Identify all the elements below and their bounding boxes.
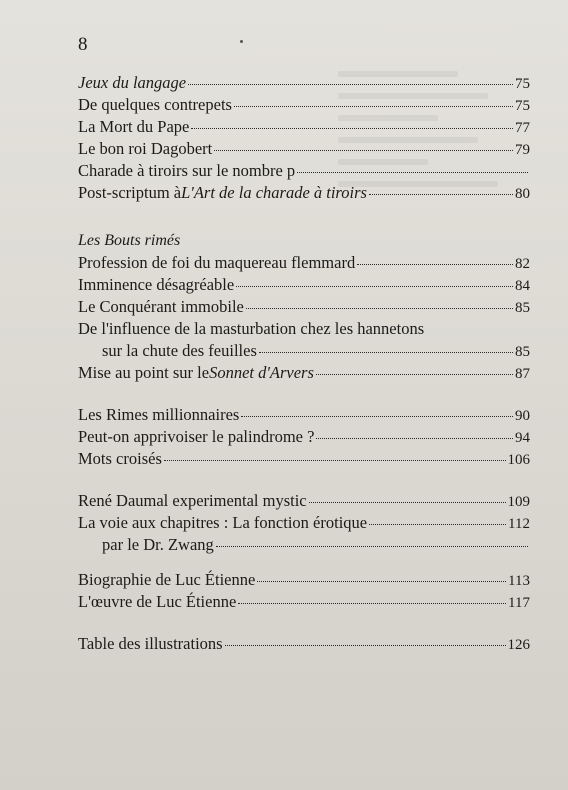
entry-title: par le Dr. Zwang <box>102 535 214 554</box>
toc-entry[interactable] <box>78 160 530 182</box>
entry-title: Les Rimes millionnaires <box>78 405 240 424</box>
toc-entry[interactable] <box>78 296 530 318</box>
toc-entry[interactable] <box>78 94 530 116</box>
dot-leader <box>191 127 513 129</box>
page-ref: 112 <box>508 516 530 532</box>
entry-title: Le bon roi Dagobert <box>78 139 213 158</box>
toc-entry[interactable] <box>78 252 530 274</box>
dot-leader <box>164 459 506 461</box>
page-ref: 79 <box>515 142 530 158</box>
page-ref: 85 <box>515 300 530 316</box>
entry-title: La Mort du Pape <box>78 117 190 136</box>
entry-title: René Daumal experimental mystic <box>78 491 307 510</box>
dot-leader <box>241 415 513 417</box>
toc-entry-continuation[interactable] <box>78 340 530 362</box>
page-ref: 90 <box>515 408 530 424</box>
toc-entry[interactable] <box>78 116 530 138</box>
page-ref: 77 <box>515 120 530 136</box>
speck <box>240 40 243 43</box>
page-ref: 84 <box>515 278 530 294</box>
page-ref: 126 <box>507 637 530 653</box>
entry-title-italic: Sonnet d'Arvers <box>209 363 314 382</box>
entry-title: Table des illustrations <box>78 634 223 653</box>
toc-entry[interactable] <box>78 426 530 448</box>
toc-section-jeux[interactable] <box>78 72 530 94</box>
page-ref: 94 <box>515 430 530 446</box>
dot-leader <box>257 580 506 582</box>
toc-entry[interactable] <box>78 569 530 591</box>
section-title: Jeux du langage <box>78 73 187 92</box>
dot-leader <box>216 545 528 547</box>
entry-title: Mots croisés <box>78 449 162 468</box>
page-number: 8 <box>78 34 88 55</box>
dot-leader <box>214 149 513 151</box>
toc-entry[interactable] <box>78 138 530 160</box>
page-ref: 75 <box>515 76 530 92</box>
entry-title: Le Conquérant immobile <box>78 297 244 316</box>
dot-leader <box>297 171 528 173</box>
entry-title: sur la chute des feuilles <box>102 341 257 360</box>
toc-entry[interactable] <box>78 182 530 204</box>
entry-title-prefix: Mise au point sur le <box>78 363 210 382</box>
page-ref: 85 <box>515 344 530 360</box>
dot-leader <box>309 501 506 503</box>
toc-entry[interactable] <box>78 318 530 340</box>
entry-title: Biographie de Luc Étienne <box>78 570 256 589</box>
page-ref: 113 <box>508 573 530 589</box>
page-ref: 106 <box>507 452 530 468</box>
page-ref: 117 <box>508 595 530 611</box>
entry-title: De l'influence de la masturbation chez les hannetons <box>78 319 425 338</box>
entry-title: La voie aux chapitres : La fonction érotique <box>78 513 368 532</box>
dot-leader <box>246 307 513 309</box>
dot-leader <box>188 83 513 85</box>
toc-entry[interactable] <box>78 633 530 655</box>
dot-leader <box>357 263 513 265</box>
entry-title: Charade à tiroirs sur le nombre p <box>78 161 296 180</box>
toc-entry-continuation[interactable] <box>78 534 530 556</box>
toc-entry[interactable] <box>78 591 530 613</box>
toc-entry[interactable] <box>78 512 530 534</box>
toc-entry[interactable] <box>78 404 530 426</box>
page-ref: 75 <box>515 98 530 114</box>
toc-entry[interactable] <box>78 274 530 296</box>
section-title-bouts: Les Bouts rimés <box>78 232 181 249</box>
dot-leader <box>225 644 506 646</box>
entry-title-italic: L'Art de la charade à tiroirs <box>181 183 367 202</box>
entry-title: L'œuvre de Luc Étienne <box>78 592 237 611</box>
entry-title: Imminence désagréable <box>78 275 235 294</box>
page-ref: 82 <box>515 256 530 272</box>
table-of-contents <box>78 72 530 655</box>
entry-title-prefix: Post-scriptum à <box>78 183 182 202</box>
entry-title: De quelques contrepets <box>78 95 232 114</box>
toc-entry[interactable] <box>78 490 530 512</box>
entry-title: Peut-on apprivoiser le palindrome ? <box>78 427 315 446</box>
page-ref: 87 <box>515 366 530 382</box>
dot-leader <box>369 523 506 525</box>
dot-leader <box>316 373 513 375</box>
page-ref: 109 <box>507 494 530 510</box>
dot-leader <box>236 285 513 287</box>
dot-leader <box>316 437 513 439</box>
dot-leader <box>238 602 506 604</box>
entry-title: Profession de foi du maquereau flemmard <box>78 253 356 272</box>
dot-leader <box>234 105 513 107</box>
toc-entry[interactable] <box>78 448 530 470</box>
dot-leader <box>259 351 513 353</box>
dot-leader <box>369 193 513 195</box>
toc-entry[interactable] <box>78 362 530 384</box>
page-ref: 80 <box>515 186 530 202</box>
